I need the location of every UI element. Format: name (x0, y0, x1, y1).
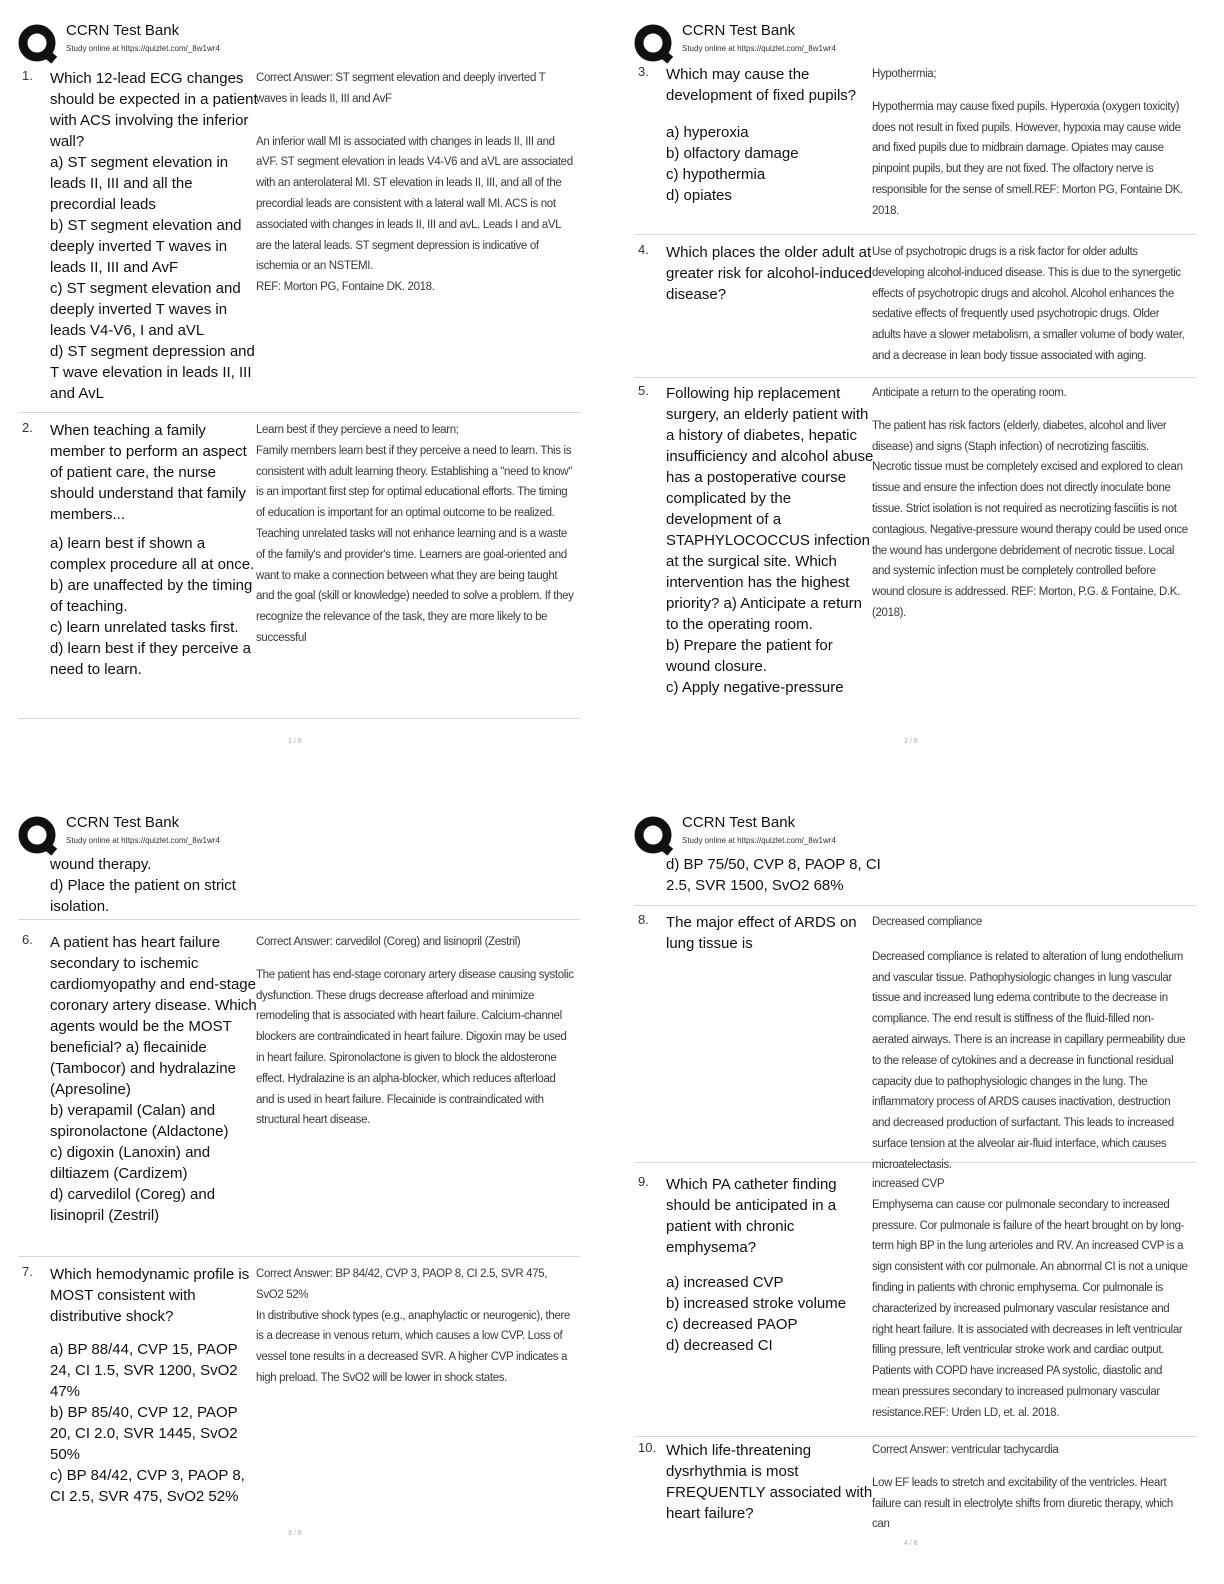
question-stem: The major effect of ARDS on lung tissue is (666, 914, 857, 952)
quizlet-logo-icon (632, 814, 676, 858)
continuation-line: wound therapy. (50, 856, 152, 873)
correct-answer: Correct Answer: ventricular tachycardia (872, 1444, 1059, 1456)
question-stem: A patient has heart failure secondary to ischemic cardiomyopathy and end-stage coronary artery disease. Which agents would be the MOST beneficial? a) flecainide (Tambocor) and hydralazine (Apresoline) (50, 934, 257, 1098)
correct-answer: Learn best if they percieve a need to learn; (256, 424, 459, 436)
question-text (666, 64, 874, 206)
question-stem: Which 12-lead ECG changes should be expected in a patient with ACS involving the inferior wall? (50, 70, 258, 150)
header-title: CCRN Test Bank (682, 22, 796, 39)
answer-text (256, 932, 574, 1131)
question-text (50, 1264, 258, 1507)
answer-text (872, 242, 1190, 367)
question-text (50, 420, 258, 680)
option-d: d) opiates (666, 187, 732, 204)
option-d: d) ST segment depression and T wave elevation in leads II, III and AvL (50, 343, 255, 402)
explanation: Decreased compliance is related to alteration of lung endothelium and vascular tissue. Pathophysiologic changes in lung vascular tissue and increased lung edema contribute to the decrease in compliance. The end result is stiffness of the fluid-filled non-aerated airways. There is an increase in capillary permeability due to the release of cytokines and a decrease in functional residual capacity due to pathophysiologic changes in the lung. The inflammatory process of ARDS causes inactivation, destruction and decreased production of surfactant. This leads to increased surface tension at the alveolar air-fluid interface, which causes microatelectasis. (872, 950, 1186, 1171)
page-number: 3 / 8 (288, 1530, 302, 1537)
option-b: b) verapamil (Calan) and spironolactone (Aldactone) (50, 1102, 229, 1140)
question-card (18, 68, 580, 413)
question-stem: Which places the older adult at greater risk for alcohol-induced disease? (666, 244, 872, 303)
question-card (634, 1440, 1196, 1536)
option-d: d) learn best if they perceive a need to learn. (50, 640, 251, 678)
quizlet-logo-icon (632, 22, 676, 66)
divider (634, 904, 1196, 906)
question-card (634, 242, 1196, 378)
explanation: Hypothermia may cause fixed pupils. Hyperoxia (oxygen toxicity) does not result in fixed pupils. However, hypoxia may cause wide and fixed pupils due to midbrain damage. Opiates may cause pinpoint pupils, but they are not fixed. The olfactory nerve is responsible for the sense of smell.REF: Morton PG, Fontaine DK. 2018. (872, 100, 1183, 217)
option-d: d) decreased CI (666, 1337, 773, 1354)
option-a: a) ST segment elevation in leads II, III and all the precordial leads (50, 154, 229, 213)
page-number: 1 / 8 (288, 738, 302, 745)
question-text (666, 1174, 874, 1356)
answer-text (256, 420, 574, 649)
question-number: 4. (638, 242, 649, 257)
answer-text (872, 1174, 1190, 1424)
header-subtitle: Study online at https://quizlet.com/_8w1wr4 (682, 44, 836, 53)
page-4 (616, 792, 1216, 1564)
option-c: c) digoxin (Lanoxin) and diltiazem (Cardizem) (50, 1144, 211, 1182)
continuation-text (50, 854, 270, 917)
explanation: The patient has risk factors (elderly, diabetes, alcohol and liver disease) and signs (Staph infection) of necrotizing fasciitis. Necrotic tissue must be completely excised and explored to clean tissue and ensure the infection does not directly inoculate bone tissue. Strict isolation is not required as necrotizing fasciitis is not contagious. Negative-pressure wound therapy could be used once the wound has undergone debridement of necrotic tissue. Local and systemic infection must be completely controlled before wound closure is addressed. REF: Morton, P.G. & Fontaine, D.K. (2018). (872, 419, 1188, 619)
explanation: Use of psychotropic drugs is a risk factor for older adults developing alcohol-induced disease. This is due to the synergetic effects of psychotropic drugs and alcohol. Alcohol enhances the sedative effects of frequently used psychotropic drugs. Older adults have a slower metabolism, a smaller volume of body water, and a decrease in lean body tissue associated with aging. (872, 246, 1185, 362)
question-text (666, 912, 874, 954)
answer-text (872, 1440, 1190, 1535)
option-c: c) learn unrelated tasks first. (50, 619, 239, 636)
option-a: a) learn best if shown a complex procedure all at once. (50, 535, 255, 573)
explanation: Family members learn best if they perceive a need to learn. This is consistent with adult learning theory. Establishing a "need to know" is an important first step for optimal educational efforts. The timing of education is important for an optimal outcome to be realized. Teaching unrelated tasks will not enhance learning and is a waste of the family's and provider's time. Learners are goal-oriented and want to make a connection between what they are being taught and the goal (skill or knowledge) needed to solve a problem. If they recognize the relevance of the task, they are more likely to be successful (256, 444, 574, 644)
explanation: Emphysema can cause cor pulmonale secondary to increased pressure. Cor pulmonale is failure of the heart brought on by long-term high BP in the lung arterioles and RV. An increased CVP is a sign consistent with cor pulmonale. An abnormal CI is not a unique finding in patients with chronic emphysema. Cor pulmonale is characterized by increased pulmonary vascular resistance and right heart failure. It is associated with decreases in left ventricular filling pressure, left ventricular stroke work and cardiac output. Patients with COPD have increased PA systolic, diastolic and mean pressures secondary to increased pulmonary vascular resistance.REF: Urden LD, et. al. 2018. (872, 1198, 1188, 1419)
question-text (50, 932, 258, 1226)
question-text (666, 242, 874, 305)
question-card (634, 64, 1196, 235)
header-subtitle: Study online at https://quizlet.com/_8w1wr4 (66, 44, 220, 53)
option-a: a) BP 88/44, CVP 15, PAOP 24, CI 1.5, SVR 1200, SvO2 47% (50, 1341, 238, 1400)
question-stem: Which life-threatening dysrhythmia is most FREQUENTLY associated with heart failure? (666, 1442, 873, 1522)
question-number: 2. (22, 420, 33, 435)
question-card (634, 383, 1196, 733)
quizlet-logo-icon (16, 814, 60, 858)
option-a: a) increased CVP (666, 1274, 784, 1291)
correct-answer: Hypothermia; (872, 68, 937, 80)
answer-text (256, 68, 574, 298)
correct-answer: Anticipate a return to the operating room. (872, 387, 1067, 399)
header-title: CCRN Test Bank (66, 814, 180, 831)
question-stem: Which may cause the development of fixed pupils? (666, 66, 857, 104)
question-number: 9. (638, 1174, 649, 1189)
option-d: d) carvedilol (Coreg) and lisinopril (Zestril) (50, 1186, 216, 1224)
question-card (18, 420, 580, 719)
continuation-text (666, 854, 886, 896)
question-card (634, 912, 1196, 1171)
divider (18, 918, 580, 920)
question-card (634, 1174, 1196, 1437)
question-number: 6. (22, 932, 33, 947)
continuation-line: d) BP 75/50, CVP 8, PAOP 8, CI 2.5, SVR 1500, SvO2 68% (666, 856, 881, 894)
question-stem: Which PA catheter finding should be anticipated in a patient with chronic emphysema? (666, 1176, 837, 1256)
question-number: 7. (22, 1264, 33, 1279)
question-number: 8. (638, 912, 649, 927)
header-title: CCRN Test Bank (66, 22, 180, 39)
option-c: c) decreased PAOP (666, 1316, 798, 1333)
question-text (50, 68, 258, 404)
explanation: The patient has end-stage coronary artery disease causing systolic dysfunction. These drugs decrease afterload and minimize remodeling that is associated with heart failure. Calcium-channel blockers are contraindicated in heart failure. Digoxin may be used in heart failure. Spironolactone is given to block the aldosterone effect. Hydralazine is an alpha-blocker, which reduces afterload and is used in heart failure. Flecainide is contraindicated with structural heart disease. (256, 968, 574, 1127)
header-subtitle: Study online at https://quizlet.com/_8w1wr4 (66, 836, 220, 845)
header-subtitle: Study online at https://quizlet.com/_8w1wr4 (682, 836, 836, 845)
answer-text (872, 912, 1190, 1176)
header-title: CCRN Test Bank (682, 814, 796, 831)
explanation: Low EF leads to stretch and excitability of the ventricles. Heart failure can result in electrolyte shifts from diuretic therapy, which can (872, 1476, 1173, 1531)
option-c: c) Apply negative-pressure (666, 679, 844, 696)
answer-text (872, 64, 1190, 222)
option-c: c) hypothermia (666, 166, 766, 183)
question-text (666, 383, 874, 698)
option-c: c) ST segment elevation and deeply inverted T waves in leads V4-V6, I and aVL (50, 280, 241, 339)
question-stem: When teaching a family member to perform an aspect of patient care, the nurse should understand that family members... (50, 422, 247, 523)
correct-answer: increased CVP (872, 1178, 945, 1190)
question-text (666, 1440, 874, 1524)
page-3 (0, 792, 600, 1564)
correct-answer: Correct Answer: BP 84/42, CVP 3, PAOP 8, CI 2.5, SVR 475, SvO2 52% (256, 1268, 548, 1301)
page-2 (616, 0, 1216, 772)
question-number: 3. (638, 64, 649, 79)
question-stem: Following hip replacement surgery, an elderly patient with a history of diabetes, hepatic insufficiency and alcohol abuse has a postoperative course complicated by the development of a STAPHYLOCOCCUS infection at the surgical site. Which intervention has the highest priority? a) Anticipate a return to the operating room. (666, 385, 874, 633)
question-number: 5. (638, 383, 649, 398)
option-b: b) ST segment elevation and deeply inverted T waves in leads II, III and AvF (50, 217, 242, 276)
explanation: In distributive shock types (e.g., anaphylactic or neurogenic), there is a decrease in venous return, which causes a low CVP. Loss of vessel tone results in a decreased SVR. A higher CVP indicates a high preload. The SvO2 will be lower in shock states. (256, 1309, 571, 1384)
option-c: c) BP 84/42, CVP 3, PAOP 8, CI 2.5, SVR 475, SvO2 52% (50, 1467, 245, 1505)
correct-answer: Correct Answer: carvedilol (Coreg) and lisinopril (Zestril) (256, 936, 521, 948)
question-card (18, 1264, 580, 1524)
question-card (18, 932, 580, 1257)
correct-answer: Correct Answer: ST segment elevation and deeply inverted T waves in leads II, III and AvF (256, 72, 546, 105)
question-number: 1. (22, 68, 33, 83)
question-stem: Which hemodynamic profile is MOST consistent with distributive shock? (50, 1266, 250, 1325)
answer-text (256, 1264, 574, 1389)
page-number: 4 / 8 (904, 1540, 918, 1547)
page-number: 2 / 8 (904, 738, 918, 745)
option-b: b) BP 85/40, CVP 12, PAOP 20, CI 2.0, SVR 1445, SvO2 50% (50, 1404, 238, 1463)
question-number: 10. (638, 1440, 657, 1455)
option-a: a) hyperoxia (666, 124, 749, 141)
option-b: b) are unaffected by the timing of teaching. (50, 577, 253, 615)
explanation: An inferior wall MI is associated with changes in leads II, III and aVF. ST segment elevation in leads V4-V6 and aVL are associated with an anterolateral MI. ST elevation in leads II, III, and all of the precordial leads are consistent with a lateral wall MI. ACS is not associated with changes in leads II, III and avL. Leads I and aVL are the lateral leads. ST segment depression is indicative of ischemia or an NSTEMI. (256, 135, 573, 273)
option-b: b) increased stroke volume (666, 1295, 847, 1312)
option-b: b) Prepare the patient for wound closure. (666, 637, 833, 675)
answer-text (872, 383, 1190, 624)
reference: REF: Morton PG, Fontaine DK. 2018. (256, 281, 435, 294)
quizlet-logo-icon (16, 22, 60, 66)
page-1 (0, 0, 600, 772)
option-b: b) olfactory damage (666, 145, 799, 162)
continuation-line: d) Place the patient on strict isolation. (50, 877, 236, 915)
correct-answer: Decreased compliance (872, 916, 982, 928)
